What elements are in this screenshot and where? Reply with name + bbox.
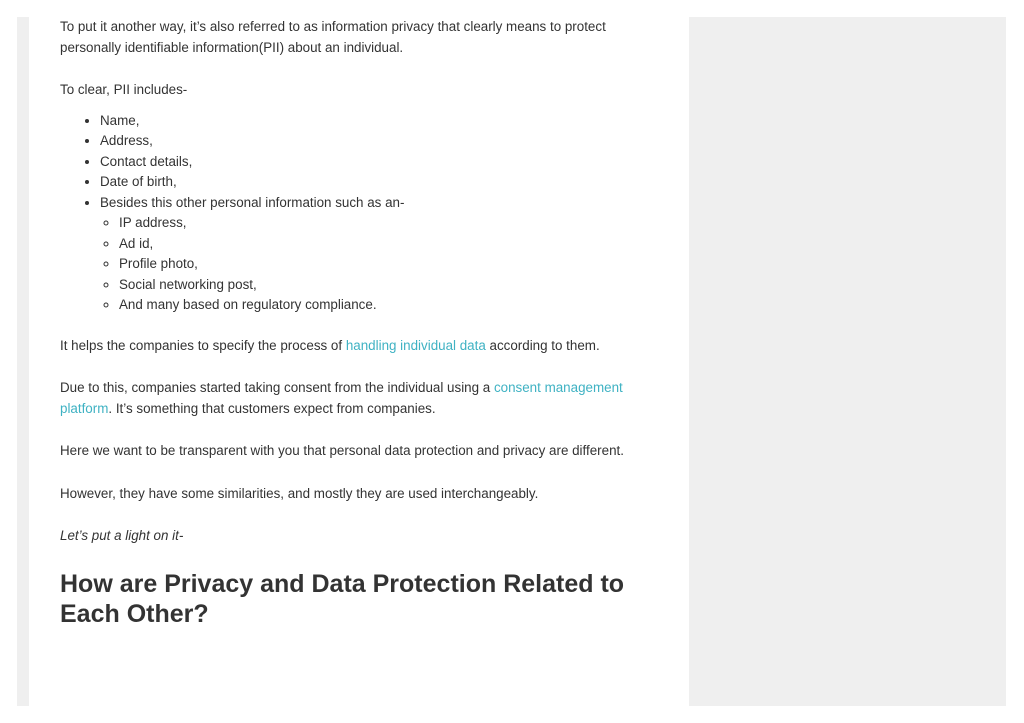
pii-sublist-item: ◦ IP address, [119, 213, 660, 234]
pii-sublist-item: ◦ And many based on regulatory compliance. [119, 295, 660, 316]
pii-list [60, 111, 660, 316]
paragraph-text: . It’s something that customers expect from companies. [108, 400, 436, 416]
article-content [60, 17, 660, 629]
pii-list-item-other [100, 193, 660, 316]
paragraph-similarities: However, they have some similarities, and mostly they are used interchangeably. [60, 485, 539, 501]
handling-individual-data-link[interactable]: handling individual data [345, 337, 486, 353]
pii-list-item: • Date of birth, [100, 172, 660, 193]
italic-text: Let’s put a light on it- [60, 528, 184, 543]
pii-sublist [100, 213, 660, 316]
section-heading: How are Privacy and Data Protection Related to Each Other? [60, 569, 625, 628]
paragraph-text: It helps the companies to specify the process of [60, 337, 346, 353]
paragraph-consent [60, 378, 660, 419]
paragraph-text: Due to this, companies started taking consent from the individual using a [60, 380, 494, 395]
paragraph-transparent: Here we want to be transparent with you that personal data protection and privacy are different. [60, 443, 624, 458]
paragraph-handling-data [60, 336, 660, 357]
pii-list-item: • Contact details, [100, 152, 660, 173]
consent-management-platform-link[interactable]: consent management platform [60, 380, 623, 416]
paragraph-pii-definition: To put it another way, it’s also referred to as information privacy that clearly means to protect personally identifiable information(PII) about an individual. [60, 19, 606, 55]
pii-sublist-item: ◦ Ad id, [119, 234, 660, 255]
left-rail [17, 17, 29, 706]
paragraph-text: according to them. [485, 337, 600, 353]
pii-list-item: • Name, [100, 111, 660, 132]
pii-sublist-item: ◦ Social networking post, [119, 275, 660, 296]
pii-sublist-item: ◦ Profile photo, [119, 254, 660, 275]
paragraph-light [60, 526, 660, 547]
pii-list-item: • Address, [100, 131, 660, 152]
paragraph-pii-intro: To clear, PII includes- [60, 82, 188, 97]
sidebar-panel [689, 17, 1006, 706]
pii-list-item-other-label: Besides this other personal information such as an- [100, 194, 405, 210]
